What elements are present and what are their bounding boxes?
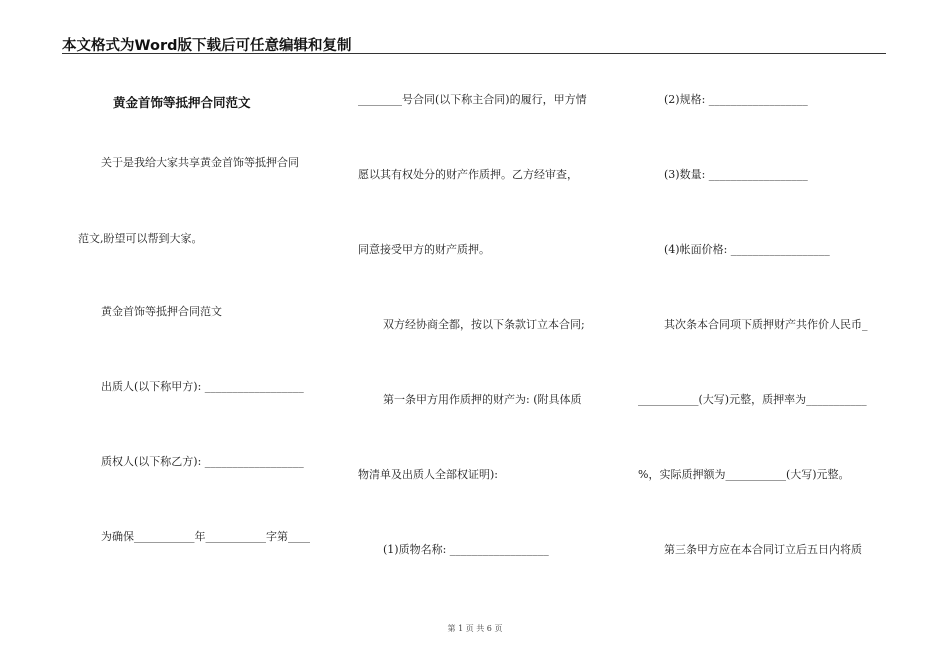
col3-line-2: (3)数量: __________________ bbox=[664, 168, 808, 181]
col1-line-2: 范文,盼望可以帮到大家。 bbox=[78, 232, 203, 245]
col3-line-3: (4)帐面价格: __________________ bbox=[664, 243, 830, 256]
col2-line-1: ________号合同(以下称主合同)的履行，甲方情 bbox=[358, 93, 587, 106]
col3-line-1: (2)规格: __________________ bbox=[664, 93, 808, 106]
col1-line-6: 为确保___________年___________字第____ bbox=[101, 530, 310, 543]
col3-line-7: 第三条甲方应在本合同订立后五日内将质 bbox=[664, 543, 862, 556]
col2-line-3: 同意接受甲方的财产质押。 bbox=[358, 243, 490, 256]
col2-line-5: 第一条甲方用作质押的财产为: (附具体质 bbox=[383, 393, 582, 406]
col1-line-3: 黄金首饰等抵押合同范文 bbox=[101, 305, 222, 318]
col2-line-7: (1)质物名称: __________________ bbox=[383, 543, 549, 556]
col1-line-5: 质权人(以下称乙方): __________________ bbox=[101, 455, 304, 468]
col1-line-4: 出质人(以下称甲方): __________________ bbox=[101, 380, 304, 393]
col1-line-1: 关于是我给大家共享黄金首饰等抵押合同 bbox=[101, 156, 299, 169]
col2-line-2: 愿以其有权处分的财产作质押。乙方经审查， bbox=[358, 168, 578, 181]
page-number: 第 1 页 共 6 页 bbox=[447, 624, 503, 633]
document-title: 黄金首饰等抵押合同范文 bbox=[113, 95, 251, 110]
col3-line-4: 其次条本合同项下质押财产共作价人民币_ bbox=[664, 318, 868, 331]
document-header bbox=[62, 33, 886, 54]
col3-line-6: %，实际质押额为___________(大写)元整。 bbox=[638, 468, 850, 481]
header-text: 本文格式为Word版下载后可任意编辑和复制 bbox=[62, 38, 352, 54]
col3-line-5: ___________(大写)元整，质押率为___________ bbox=[638, 393, 867, 406]
col2-line-6: 物清单及出质人全部权证明): bbox=[358, 468, 498, 481]
col2-line-4: 双方经协商全都，按以下条款订立本合同; bbox=[383, 318, 585, 331]
